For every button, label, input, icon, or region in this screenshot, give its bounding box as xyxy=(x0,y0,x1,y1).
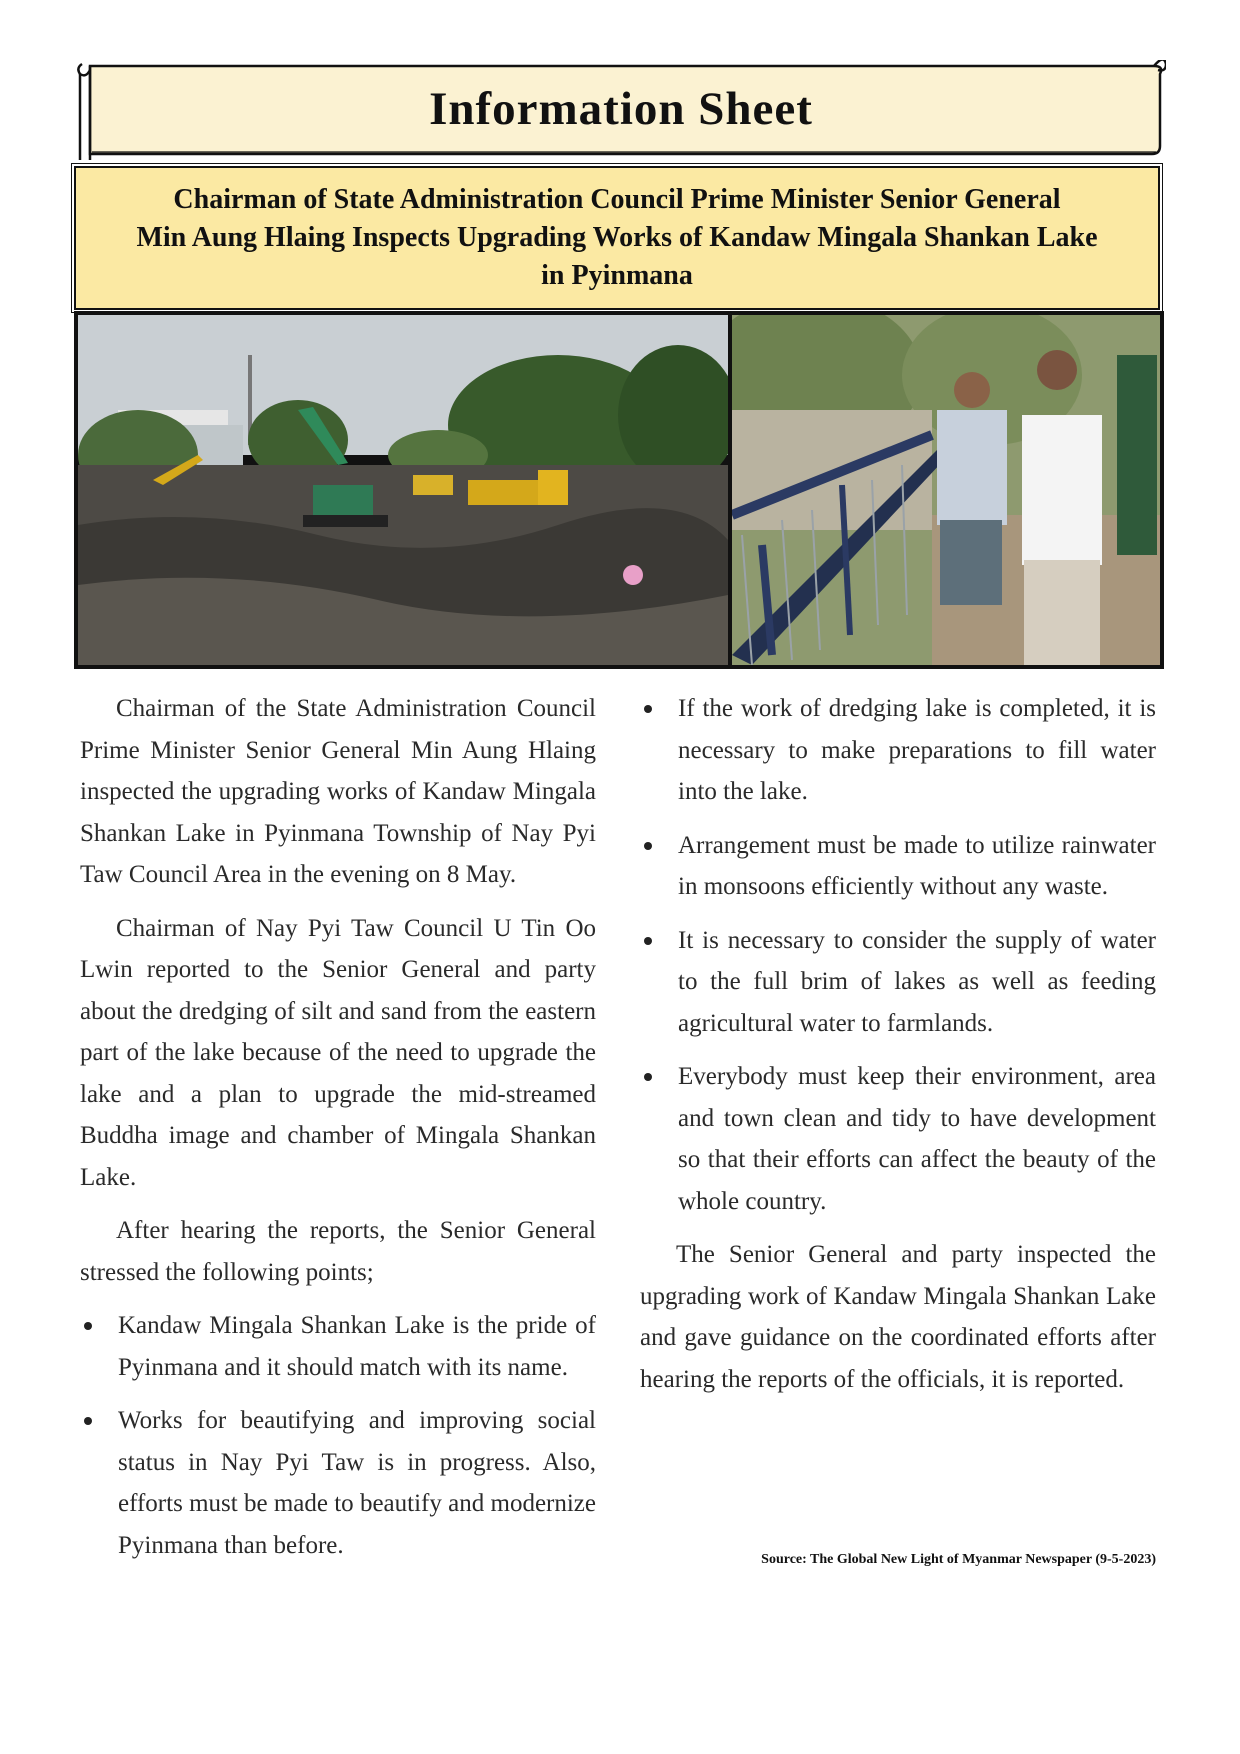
article-paragraph: Chairman of Nay Pyi Taw Council U Tin Oo Lwin reported to the Senior General and party about the dredging of silt and sand from the eastern part of the lake because of the need to upgrade the lake and a plan to upgrade the mid-streamed Buddha image and chamber of Mingala Shankan Lake. xyxy=(80,914,596,1191)
inspection-photo xyxy=(732,315,1160,665)
list-item-text: Everybody must keep their environment, area and town clean and tidy to have development so that their efforts can affect the beauty of the whole country. xyxy=(678,1063,1156,1215)
bullet-icon xyxy=(644,705,652,713)
headline-line: Chairman of State Administration Council Prime Minister Senior General xyxy=(173,184,1061,215)
headline-line: in Pyinmana xyxy=(541,260,693,291)
bullet-icon xyxy=(644,1073,652,1081)
photo-strip xyxy=(74,311,1164,669)
article-paragraph: Chairman of the State Administration Council Prime Minister Senior General Min Aung Hlaing inspected the upgrading works of Kandaw Mingala Shankan Lake in Pyinmana Township of Nay Pyi Taw Council Area in the evening on 8 May. xyxy=(80,695,596,888)
list-item xyxy=(640,825,1156,908)
bullet-icon xyxy=(644,842,652,850)
article-paragraph: After hearing the reports, the Senior General stressed the following points; xyxy=(80,1217,596,1286)
list-item-text: It is necessary to consider the supply of water to the full brim of lakes as well as feeding agricultural water to farmlands. xyxy=(678,926,1156,1037)
bullet-icon xyxy=(644,937,652,945)
list-item-text: Works for beautifying and improving social status in Nay Pyi Taw is in progress. Also, efforts must be made to beautify and modernize Pyinmana than before. xyxy=(118,1407,596,1559)
source-citation: Source: The Global New Light of Myanmar Newspaper (9-5-2023) xyxy=(761,1552,1156,1567)
officials-railing-image-icon xyxy=(732,315,1160,665)
excavator-lake-image-icon xyxy=(78,315,728,665)
article-paragraph: The Senior General and party inspected the upgrading work of Kandaw Mingala Shankan Lake and gave guidance on the coordinated efforts after hearing the reports of the officials, it is reported. xyxy=(640,1241,1156,1393)
bullet-icon xyxy=(84,1417,92,1425)
headline-line: Min Aung Hlaing Inspects Upgrading Works of Kandaw Mingala Shankan Lake xyxy=(136,222,1098,253)
list-item-text: Arrangement must be made to utilize rainwater in monsoons efficiently without any waste. xyxy=(678,831,1156,900)
article-left-column xyxy=(80,688,596,1578)
scroll-banner xyxy=(76,60,1166,160)
points-list xyxy=(80,1305,596,1566)
list-item xyxy=(80,1400,596,1566)
list-item xyxy=(640,1056,1156,1222)
points-list xyxy=(640,688,1156,1222)
lake-dredging-photo xyxy=(78,315,728,665)
list-item-text: If the work of dredging lake is completed, it is necessary to make preparations to fill water into the lake. xyxy=(678,695,1156,805)
list-item xyxy=(80,1305,596,1388)
page-title: Information Sheet xyxy=(429,83,813,135)
list-item xyxy=(640,688,1156,813)
article-right-column xyxy=(640,688,1156,1412)
list-item-text: Kandaw Mingala Shankan Lake is the pride of Pyinmana and it should match with its name. xyxy=(118,1312,596,1381)
bullet-icon xyxy=(84,1322,92,1330)
list-item xyxy=(640,920,1156,1045)
headline-box xyxy=(74,166,1160,310)
